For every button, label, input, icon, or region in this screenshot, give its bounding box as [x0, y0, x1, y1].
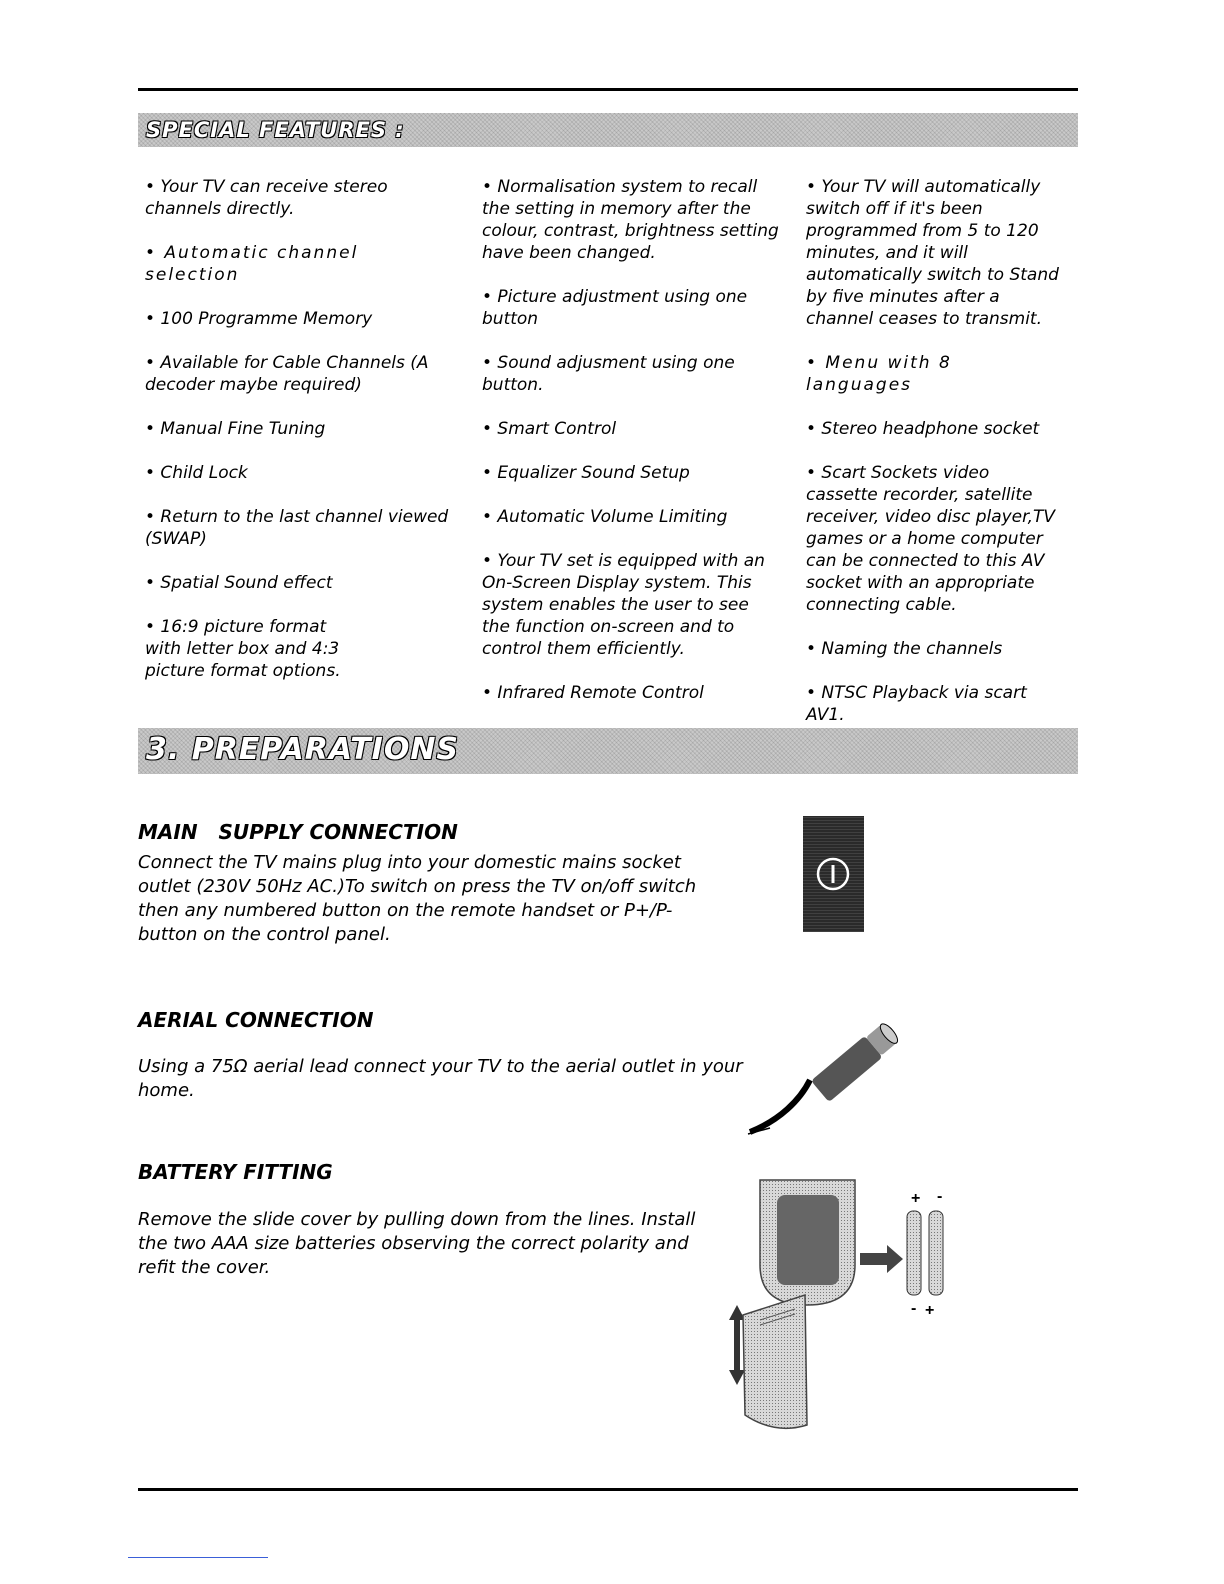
features-column-2 [482, 176, 782, 792]
feature-item: • Picture adjustment using one button [482, 287, 748, 329]
polarity-plus-bottom: + [925, 1302, 935, 1319]
feature-item: • Child Lock [145, 463, 248, 483]
feature-item: • Sound adjusment using one button. [482, 353, 735, 395]
feature-item: • Your TV set is equipped with an On-Screen Display system. This system enables the user to see the function on-screen and to control them efficiently. [482, 551, 765, 659]
feature-item: • Automatic Volume Limiting [482, 507, 728, 527]
feature-item: • Naming the channels [806, 639, 1003, 659]
top-rule [138, 88, 1078, 91]
feature-item: • Stereo headphone socket [806, 419, 1040, 439]
main-supply-heading: MAIN SUPPLY CONNECTION [138, 820, 458, 844]
special-features-banner [138, 113, 1078, 147]
footer-line [128, 1557, 268, 1558]
feature-item: • Smart Control [482, 419, 617, 439]
special-features-title: SPECIAL FEATURES : [146, 118, 405, 142]
preparations-title: 3. PREPARATIONS [146, 732, 460, 767]
feature-item: • Your TV will automatically switch off if it's been programmed from 5 to 120 minutes, and it will automatically switch to Stand by five minutes after a channel ceases to transmit. [806, 177, 1059, 329]
feature-item: • Equalizer Sound Setup [482, 463, 690, 483]
battery-text: Remove the slide cover by pulling down from the lines. Install the two AAA size batteries observing the correct polarity and refit the cover. [138, 1209, 696, 1278]
aerial-heading: AERIAL CONNECTION [138, 1008, 374, 1032]
feature-item: • Spatial Sound effect [145, 573, 333, 593]
power-button-illustration [803, 816, 864, 932]
feature-item: • Available for Cable Channels (A decoder maybe required) [145, 353, 429, 395]
aerial-text: Using a 75Ω aerial lead connect your TV to the aerial outlet in your home. [138, 1056, 743, 1101]
feature-item: • Menu with 8 languages [806, 353, 952, 395]
features-column-3 [806, 176, 1060, 748]
power-icon [803, 816, 864, 932]
feature-item: • Automatic channel selection [145, 243, 359, 285]
battery-heading: BATTERY FITTING [138, 1160, 333, 1184]
feature-item: • Scart Sockets video cassette recorder, satellite receiver, video disc player,TV games or a home computer can be connected to this AV socket with an appropriate connecting cable. [806, 463, 1055, 615]
feature-item: • 100 Programme Memory [145, 309, 373, 329]
main-supply-text: Connect the TV mains plug into your domestic mains socket outlet (230V 50Hz AC.)To switch on press the TV on/off switch then any numbered button on the remote handset or P+/P- button on the control panel. [138, 852, 697, 945]
bottom-rule [138, 1488, 1078, 1491]
feature-item: • NTSC Playback via scart AV1. [806, 683, 1027, 725]
feature-item: • Normalisation system to recall the setting in memory after the colour, contrast, brightness setting have been changed. [482, 177, 779, 263]
aerial-plug-illustration [740, 1020, 900, 1140]
feature-item: • Manual Fine Tuning [145, 419, 326, 439]
preparations-banner [138, 728, 1078, 774]
feature-item: • 16:9 picture format with letter box and 4:3 picture format options. [145, 617, 341, 681]
features-column-1 [145, 176, 457, 704]
polarity-plus-top: + [911, 1190, 921, 1207]
feature-item: • Infrared Remote Control [482, 683, 704, 703]
remote-battery-illustration [715, 1175, 975, 1435]
feature-item: • Your TV can receive stereo channels directly. [145, 177, 388, 219]
polarity-minus-bottom: - [911, 1300, 917, 1317]
feature-item: • Return to the last channel viewed (SWAP) [145, 507, 449, 549]
polarity-minus-top: - [937, 1188, 943, 1205]
